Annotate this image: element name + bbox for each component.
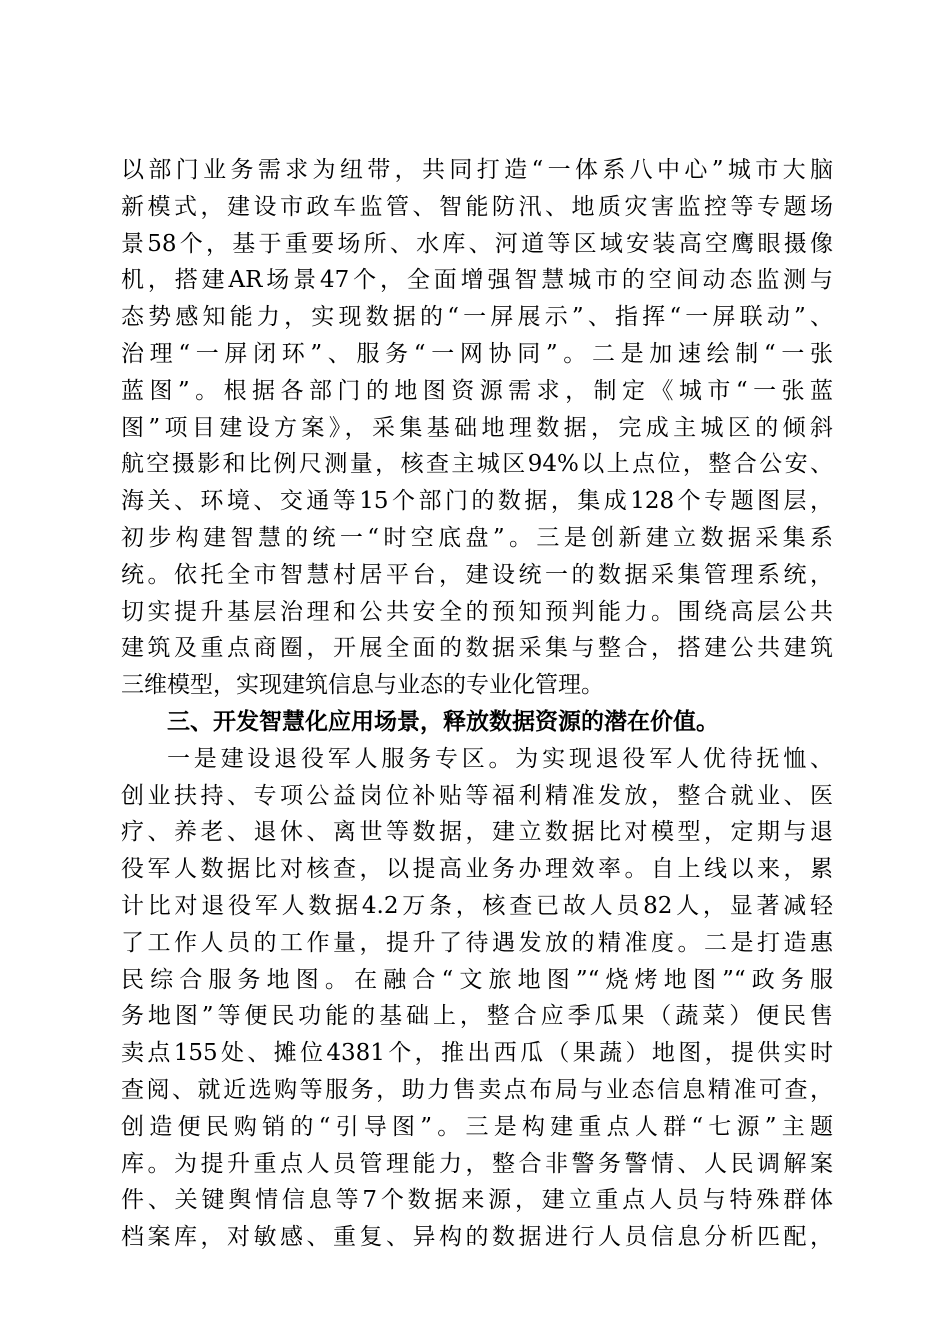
text-line: 役军人数据比对核查，以提高业务办理效率。自上线以来，累: [121, 856, 833, 883]
text-line: 蓝图”。根据各部门的地图资源需求，制定《城市“一张蓝: [121, 377, 833, 404]
text-line: 切实提升基层治理和公共安全的预知预判能力。围绕高层公共: [121, 598, 833, 625]
text-line: 创造便民购销的“引导图”。三是构建重点人群“七源”主题: [121, 1113, 833, 1140]
text-line: 统。依托全市智慧村居平台，建设统一的数据采集管理系统，: [121, 561, 833, 588]
text-line: 计比对退役军人数据4.2万条，核查已故人员82人，显著减轻: [121, 892, 833, 919]
text-line: 件、关键舆情信息等7个数据来源，建立重点人员与特殊群体: [121, 1187, 833, 1214]
text-line: 卖点155处、摊位4381个，推出西瓜（果蔬）地图，提供实时: [121, 1040, 833, 1067]
text-line: 以部门业务需求为纽带，共同打造“一体系八中心”城市大脑: [121, 157, 833, 183]
body-text: [121, 152, 833, 1256]
text-line: 查阅、就近选购等服务，助力售卖点布局与业态信息精准可查，: [121, 1076, 833, 1103]
text-line: 景58个，基于重要场所、水库、河道等区域安装高空鹰眼摄像: [121, 230, 833, 257]
text-line: 库。为提升重点人员管理能力，整合非警务警情、人民调解案: [121, 1150, 833, 1177]
text-line: 图”项目建设方案》，采集基础地理数据，完成主城区的倾斜: [121, 414, 833, 441]
text-line: 务地图”等便民功能的基础上，整合应季瓜果（蔬菜）便民售: [121, 1003, 833, 1030]
text-line: 建筑及重点商圈，开展全面的数据采集与整合，搭建公共建筑: [121, 635, 833, 662]
text-line: 一是建设退役军人服务专区。为实现退役军人优待抚恤、: [167, 745, 833, 772]
text-line: 海关、环境、交通等15个部门的数据，集成128个专题图层，: [121, 488, 833, 515]
text-line: 机，搭建AR场景47个，全面增强智慧城市的空间动态监测与: [121, 267, 833, 294]
text-line: 三维模型，实现建筑信息与业态的专业化管理。: [121, 672, 604, 699]
text-line: 态势感知能力，实现数据的“一屏展示”、指挥“一屏联动”、: [121, 304, 833, 331]
text-line: 疗、养老、退休、离世等数据，建立数据比对模型，定期与退: [121, 819, 833, 846]
text-line: 治理“一屏闭环”、服务“一网协同”。二是加速绘制“一张: [121, 340, 833, 367]
text-line: 档案库，对敏感、重复、异构的数据进行人员信息分析匹配，: [121, 1224, 833, 1251]
text-line: 航空摄影和比例尺测量，核查主城区94%以上点位，整合公安、: [121, 451, 833, 478]
text-line: 创业扶持、专项公益岗位补贴等福利精准发放，整合就业、医: [121, 782, 833, 809]
text-line: 民综合服务地图。在融合“文旅地图”“烧烤地图”“政务服: [121, 966, 833, 993]
text-line: 新模式，建设市政车监管、智能防汛、地质灾害监控等专题场: [121, 193, 833, 220]
section-heading: 三、开发智慧化应用场景，释放数据资源的潜在价值。: [167, 707, 719, 735]
text-line: 初步构建智慧的统一“时空底盘”。三是创新建立数据采集系: [121, 524, 833, 551]
text-line: 了工作人员的工作量，提升了待遇发放的精准度。二是打造惠: [121, 929, 833, 956]
